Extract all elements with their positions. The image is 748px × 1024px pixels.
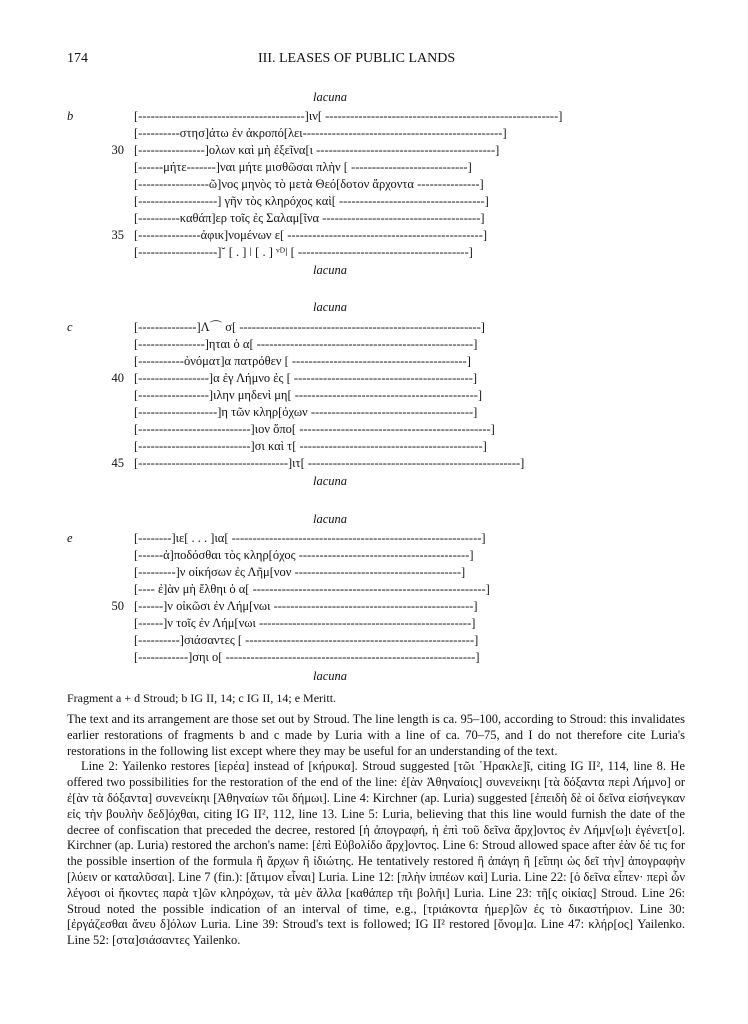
- line-text: [------ἀ]ποδόσθαι τὸς κληρ[όχος -----------------------------------------]: [134, 548, 474, 562]
- line-text: [----------στησ]άτω ἐν ἀκροπό[λει------------------------------------------------]: [134, 126, 507, 140]
- lacuna-label: lacuna: [312, 512, 348, 526]
- lacuna-label: lacuna: [312, 263, 348, 277]
- line-text: [-----------------]ιλην μηδενὶ μη[ --------------------------------------------]: [134, 388, 483, 402]
- line-text: [-------------------]η τῶν κληρ[όχων ---------------------------------------]: [134, 405, 478, 419]
- line-text: [----------------]ολων καὶ μὴ ἐξεῖνα[ι -------------------------------------------]: [134, 143, 500, 157]
- line-text: [-----------------ῶ]νος μηνὸς τὸ μετὰ Θεό[δοτον ἄρχοντα ---------------]: [134, 177, 484, 191]
- line-text: [------------]σηι ο[ ------------------------------------------------------------]: [134, 650, 480, 664]
- line-text: [------]ν οἰκῶσι ἐν Λήμ[νωι ------------------------------------------------]: [134, 599, 478, 613]
- fragment-label-e: e: [67, 531, 73, 545]
- lacuna-label: lacuna: [312, 474, 348, 488]
- line-text: [-------------------] γῆν τὸς κληρόχος καὶ[ -----------------------------------]: [134, 194, 489, 208]
- line-text: [---- ἐ]ὰν μὴ ἔλθηι ὁ α[ --------------------------------------------------------]: [134, 582, 490, 596]
- line-text: [---------]ν οἰκήσων ἐς Λῆμ[νον ----------------------------------------]: [134, 565, 466, 579]
- line-text: [---------------------------]ιον ὅπο[ ----------------------------------------------]: [134, 422, 495, 436]
- line-text: [-------------------]˘ [ . ] ǀ [ . ] ᵛᴰǀ [ -----------------------------------------]: [134, 245, 473, 259]
- line-text: [-----------ὀνόματ]α πατρόθεν [ ------------------------------------------]: [134, 354, 471, 368]
- lacuna-label: lacuna: [312, 90, 348, 104]
- line-text: [------μήτε-------]ναι μήτε μισθῶσαι πλὴν [ ----------------------------]: [134, 160, 472, 174]
- commentary-intro: The text and its arrangement are those set out by Stroud. The line length is ca. 95–100, according to Stroud: this invalidates earlier restorations of fragments b and c made by Luria with a line of ca. 70–75, and I do not therefore cite Luria's restorations in the following list except where they may be useful for an understanding of the text.: [67, 712, 685, 758]
- line-text: [--------]ιε[ . . . ]ια[ ------------------------------------------------------------]: [134, 531, 486, 545]
- commentary: [67, 712, 685, 949]
- fragment-label-b: b: [67, 109, 74, 123]
- page-number: 174: [67, 51, 88, 66]
- line-number: 50: [111, 599, 124, 613]
- commentary-line-notes: Line 2: Yailenko restores [ἱερέα] instead of [κήρυκα]. Stroud suggested [τῶι ῾Ηρακλε]ῖ, citing IG II², 114, line 8. He offered two possibilities for the restoration of the end of the line: ἐ[ὰν Ἀθηναίοις] συνενείκηι [τὰ δόξαντα περὶ Λήμνο] or ἐ[ὰν τὰ δόξαντα] συνενείκηι [Ἀθηναίων τῶι δήμωι]. Line 4: Kirchner (ap. Luria) suggested [ἐπειδὴ δὲ οἱ δεῖνα εἰσήνεγκαν εἰς τὴν βουλὴν δεδ]όχθαι, citing IG II², 112, line 13. Line 5: Luria, believing that this line would furnish the date of the decree of confiscation that preceded the decree, restored [ἡ ἀπογραφή, ἡ ἐπὶ τοῦ δεῖνα ἄρχ]οντος ἐν Λήμν[ω]ι ἐγένετ[ο]. Kirchner (ap. Luria) restored the archon's name: [ἐπὶ Εὐβολίδο ἄρχ]οντος. Line 6: Stroud allowed space after ἐὰν δέ τις for the possible insertion of the formula ἢ ἄρχων ἢ ἰδιώτης. He tentatively restored ἢ ἀπάγη ἢ [εἴπηι ὡς δεῖ τὴν] ἀπογραφὴν [λύειν or καταλῦσαι]. Line 7 (fin.): [ἄτιμον εἶναι] Luria. Line 12: [πλὴν ἱππέων καὶ] Luria. Line 22: [ὁ δεῖνα εἶπεν· περὶ ὧν λέγοσι οἱ ἥκοντες παρὰ τ]ῶν κληρόχων, τὰ μὲν ἄλλα [καθάπερ τῆι βολῆι] Luria. Line 23: τῆ[ς οἰκίας] Stroud. Line 26: Stroud noted the possible indication of an interval of time, e.g., [τριάκοντα ἡμερ]ῶν ἐς τὸ δικαστήριον. Line 30: [ἐργάζεσθαι ἄνευ δ]όλων Luria. Line 39: Stroud's text is followed; IG II² restored [ὄνομ]α. Line 47: κλήρ[ος] Yailenko. Line 52: [στα]σιάσαντες Yailenko.: [67, 759, 685, 948]
- line-text: [----------------------------------------]ιν[ --------------------------------------------------------]: [134, 109, 563, 123]
- line-number: 30: [111, 143, 124, 157]
- line-number: 40: [111, 371, 124, 385]
- fragment-label-c: c: [67, 320, 73, 334]
- running-title: III. LEASES OF PUBLIC LANDS: [258, 51, 456, 66]
- line-text: [----------]σιάσαντες [ -------------------------------------------------------]: [134, 633, 479, 647]
- line-text: [---------------ἀφικ]νομένων ε[ -----------------------------------------------]: [134, 228, 488, 242]
- line-text: [--------------]Λ⌒ σ[ ----------------------------------------------------------]: [134, 320, 485, 334]
- line-text: [----------καθάπ]ερ τοῖς ἐς Σαλαμ[ῖνα --------------------------------------]: [134, 211, 485, 225]
- lacuna-label: lacuna: [312, 300, 348, 314]
- line-text: [-----------------]α ἐγ Λήμνο ἐς [ -------------------------------------------]: [134, 371, 478, 385]
- fragment-caption: Fragment a + d Stroud; b IG II, 14; c IG II, 14; e Meritt.: [67, 691, 337, 705]
- line-text: [---------------------------]σι καὶ τ[ --------------------------------------------]: [134, 439, 487, 453]
- line-text: [----------------]ηται ὁ α[ ----------------------------------------------------]: [134, 337, 478, 351]
- line-number: 45: [111, 456, 124, 470]
- line-text: [------]ν τοῖς ἐν Λήμ[νωι ---------------------------------------------------]: [134, 616, 476, 630]
- line-number: 35: [111, 228, 124, 242]
- lacuna-label: lacuna: [312, 669, 348, 683]
- line-text: [------------------------------------]ιτ[ ---------------------------------------------------]: [134, 456, 525, 470]
